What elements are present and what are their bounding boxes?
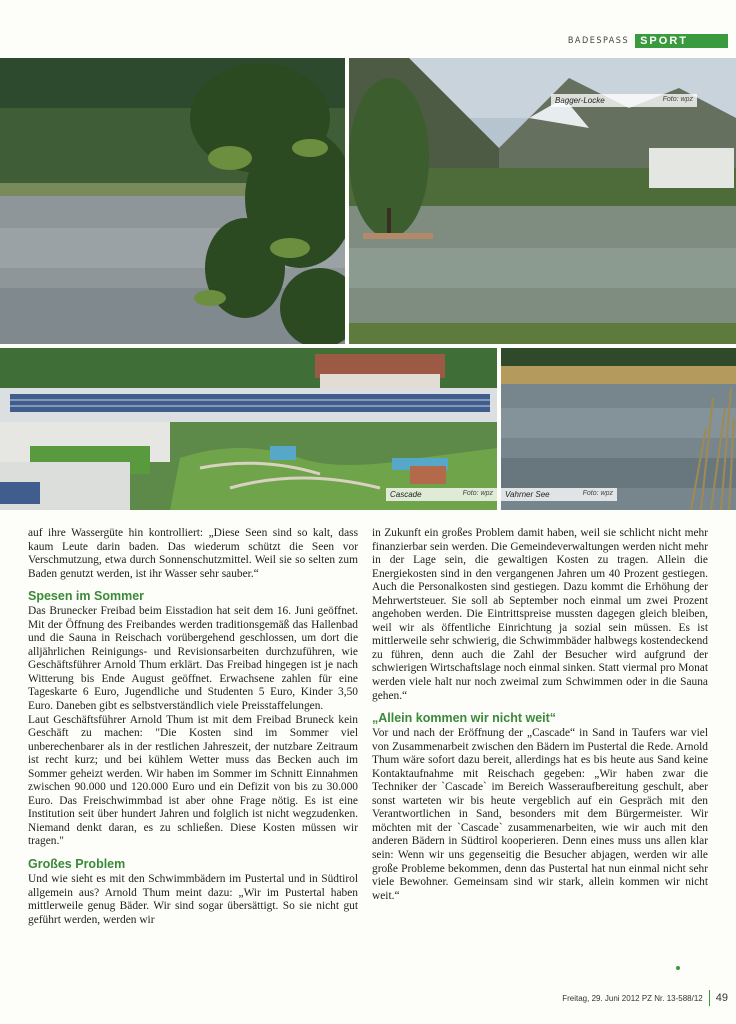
subheading-problem: Großes Problem [28, 857, 126, 872]
caption-title: Bagger-Locke [555, 96, 605, 105]
issue-info: Freitag, 29. Juni 2012 PZ Nr. 13-588/12 [562, 993, 703, 1003]
text-column-right [372, 527, 708, 903]
paragraph: Laut Geschäftsführer Arnold Thum ist mit dem Freibad Bruneck kein Geschäft zu machen: "Die Kosten sind im Sommer viel unberechenbarer als in der restlichen Jahreszeit, der nutzbare Zeitraum ist recht kurz; und bei kühlem Wetter muss das Becken auch im Sommer geheizt werden. Wir haben im Sommer im Schnitt Einnahmen zwischen 90.000 und 120.000 Euro und ein Defizit von bis zu 30.000 Euro. Das Freischwimmbad ist aber ohne Frage nötig. Es ist eine Institution seit über hundert Jahren und folglich ist nicht wegzudenken. Niemand denkt daran, es zu schließen. Diese Kosten müssen wir tragen." [28, 713, 358, 848]
photo-caption [386, 488, 497, 501]
photo-caption [551, 94, 697, 107]
caption-credit: Foto: wpz [582, 490, 613, 497]
text-column-left [28, 527, 358, 927]
caption-title: Cascade [390, 490, 422, 499]
sport-tag: SPORT [635, 34, 728, 48]
page-footer [562, 990, 728, 1006]
photo-vahrner-see [501, 348, 736, 510]
caption-credit: Foto: wpz [662, 96, 693, 103]
paragraph: Und wie sieht es mit den Schwimmbädern im Pustertal und in Südtirol allgemein aus? Arnold Thum meint dazu: „Wir im Pustertal haben mittlerweile genug Bäder. Wir sind sogar übersättigt. So sie nicht gut geführt werden, werden wir [28, 873, 358, 926]
paragraph: Das Brunecker Freibad beim Eisstadion hat seit dem 16. Juni geöffnet. Mit der Öffnung des Freibandes werden traditionsgemäß das Hallenbad und die Sauna in Reischach vorübergehend geschlossen, um dort die alljährlichen Reinigungs- und Revisionsarbeiten durchzuführen, wie Geschäftsführer Arnold Thum erklärt. Das Freibad hingegen ist je nach Witterung bis Ende August geöffnet. Erwachsene zahlen für eine Tageskarte 6 Euro, Jugendliche und Studenten 5 Euro, Kinder 3,50 Euro. Daneben gibt es selbstverständlich viele Preisstaffelungen. [28, 605, 358, 713]
photo-cascade [0, 348, 497, 510]
caption-credit: Foto: wpz [462, 490, 493, 497]
section-label: BADESPASS [567, 35, 630, 46]
page-header [568, 33, 728, 48]
paragraph: in Zukunft ein großes Problem damit haben, weil sie schlicht nicht mehr finanzierbar sein werden. Die Gemeindeverwaltungen werden nicht mehr in der Lage sein, die gewaltigen Kosten zu tragen. Allein die Energiekosten sind in den vergangenen Jahren um 40 Prozent gestiegen. Auch die Personalkosten sind gestiegen. Dazu kommt die Erhöhung der Mehrwertsteuer. Sie soll ab September noch einmal um zwei Prozent angehoben werden. Die Eintrittspreise mussten dagegen gleich bleiben, weil wir als öffentliche Einrichtung ja sozial sein müssen. Es ist mittlerweile sehr schwierig, die Schwimmbäder halbwegs kostendeckend zu führen, denn auch die Zahl der Besucher wird aufgrund der schwierigen Wirtschaftslage noch einmal sinken. Statt viermal pro Monat werden viele halt nur noch zweimal zum Schwimmen oder in die Sauna gehen.“ [372, 527, 708, 702]
subheading-allein: „Allein kommen wir nicht weit“ [372, 711, 557, 726]
photo-bagger-locke [349, 58, 736, 344]
caption-title: Vahrner See [505, 490, 550, 499]
photo-lake-foliage [0, 58, 345, 344]
paragraph-intro: auf ihre Wassergüte hin kontrolliert: „Diese Seen sind so kalt, dass kaum Leute darin baden. Das wiederum schützt die Seen vor Verschmutzung, etwa durch Sonnenschutzmittel. Weil sie so selten zum Baden genutzt werden, ist ihr Wasser sehr sauber.“ [28, 527, 358, 580]
photo-caption [501, 488, 617, 501]
subheading-spesen: Spesen im Sommer [28, 589, 145, 604]
end-mark [676, 966, 680, 970]
page-number: 49 [709, 990, 728, 1006]
paragraph: Vor und nach der Eröffnung der „Cascade“ in Sand in Taufers war viel von Zusammenarbeit zwischen den Bädern im Pustertal die Rede. Arnold Thum wäre sofort dazu bereit, allerdings hat es bis heute aus Sand keine Kontaktaufnahme mit Reischach gegeben: „Wir haben zwar die Techniker der `Cascade` im Bereich Wasseraufbereitung geschult, aber sonst warteten wir bis heute vergeblich auf ein Gespräch mit den Verantwortlichen in Sand, besonders mit dem Bürgermeister. Wir möchten mit der `Cascade` zusammenarbeiten, wie wir auch mit den anderen Bädern in Südtirol kooperieren. Denn eines muss uns allen klar sein: Wenn wir uns gegenseitig die Besucher abjagen, werden wir alle große Probleme bekommen, denn das Pustertal hat nun einmal nicht sehr viele Bewohner. Gemeinsam sind wir stark, allein kommen wir nicht weit.“ [372, 727, 708, 902]
